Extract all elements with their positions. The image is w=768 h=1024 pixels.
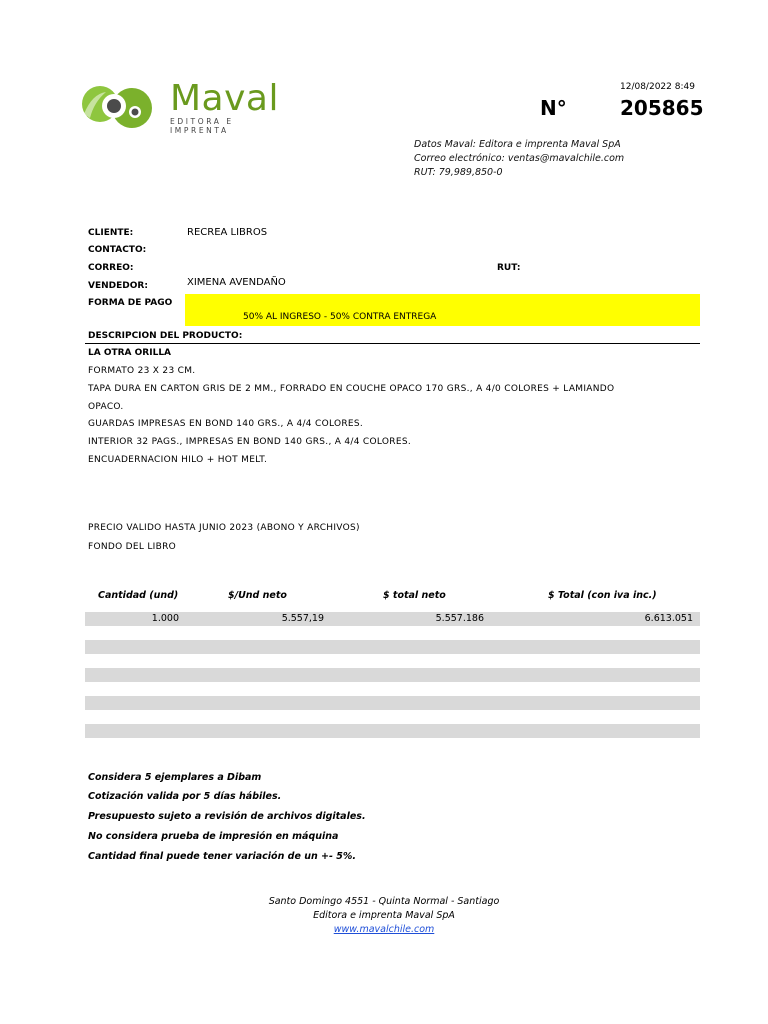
vendedor-label: VENDEDOR: xyxy=(88,281,148,291)
validity-text: PRECIO VALIDO HASTA JUNIO 2023 (ABONO Y ARCHIVOS) xyxy=(88,523,360,533)
table-row-empty xyxy=(85,696,700,710)
vendedor-value: XIMENA AVENDAÑO xyxy=(187,277,286,288)
forma-pago-highlight xyxy=(185,294,700,326)
logo-wordmark: Maval xyxy=(170,78,279,119)
section-divider xyxy=(85,343,700,344)
note-item: Cantidad final puede tener variación de un +- 5%. xyxy=(88,851,356,862)
cell-total-neto: 5.557.186 xyxy=(435,613,484,624)
table-row-empty xyxy=(85,640,700,654)
footer-company: Editora e imprenta Maval SpA xyxy=(313,910,455,921)
product-line: TAPA DURA EN CARTON GRIS DE 2 MM., FORRADO EN COUCHE OPACO 170 GRS., A 4/0 COLORES + LAMIANDO xyxy=(88,384,615,394)
cell-cantidad: 1.000 xyxy=(151,613,179,624)
website-link[interactable]: www.mavalchile.com xyxy=(333,924,435,935)
table-row xyxy=(85,612,700,626)
logo-tagline: EDITORA E IMPRENTA xyxy=(170,117,234,135)
correo-label: CORREO: xyxy=(88,263,134,273)
quote-datetime: 12/08/2022 8:49 xyxy=(620,82,695,92)
fund-text: FONDO DEL LIBRO xyxy=(88,542,177,552)
product-line: OPACO. xyxy=(88,402,124,412)
col-header-total-neto: $ total neto xyxy=(383,590,446,601)
table-row-empty xyxy=(85,668,700,682)
company-email-line: Correo electrónico: ventas@mavalchile.com xyxy=(414,153,625,164)
col-header-total-iva: $ Total (con iva inc.) xyxy=(548,590,657,601)
company-info-line: Datos Maval: Editora e imprenta Maval SpA xyxy=(414,139,621,150)
note-item: Considera 5 ejemplares a Dibam xyxy=(88,772,262,783)
footer-address: Santo Domingo 4551 - Quinta Normal - Santiago xyxy=(268,896,500,907)
cliente-label: CLIENTE: xyxy=(88,228,134,238)
footer-website-wrap xyxy=(0,924,768,935)
descripcion-heading: DESCRIPCION DEL PRODUCTO: xyxy=(88,331,243,341)
product-title: LA OTRA ORILLA xyxy=(88,348,172,358)
cell-unit-price: 5.557,19 xyxy=(281,613,324,624)
table-row-empty xyxy=(85,724,700,738)
forma-pago-value: 50% AL INGRESO - 50% CONTRA ENTREGA xyxy=(243,312,437,322)
contacto-label: CONTACTO: xyxy=(88,245,147,255)
col-header-cantidad: Cantidad (und) xyxy=(98,590,179,601)
maval-logo xyxy=(80,78,290,135)
forma-pago-label: FORMA DE PAGO xyxy=(88,298,173,308)
col-header-unit-price: $/Und neto xyxy=(228,590,287,601)
cliente-value: RECREA LIBROS xyxy=(187,227,268,238)
product-line: ENCUADERNACION HILO + HOT MELT. xyxy=(88,455,268,465)
company-rut-line: RUT: 79,989,850-0 xyxy=(414,167,503,178)
cell-total-iva: 6.613.051 xyxy=(644,613,693,624)
quote-number-label: N° xyxy=(540,96,567,120)
product-line: FORMATO 23 X 23 CM. xyxy=(88,366,196,376)
product-line: INTERIOR 32 PAGS., IMPRESAS EN BOND 140 GRS., A 4/4 COLORES. xyxy=(88,437,411,447)
rut-label: RUT: xyxy=(497,263,521,273)
note-item: Cotización valida por 5 días hábiles. xyxy=(88,791,282,802)
product-line: GUARDAS IMPRESAS EN BOND 140 GRS., A 4/4 COLORES. xyxy=(88,419,364,429)
logo-mark-icon xyxy=(80,84,168,130)
quote-number: 205865 xyxy=(620,96,704,120)
note-item: No considera prueba de impresión en máquina xyxy=(88,831,339,842)
note-item: Presupuesto sujeto a revisión de archivos digitales. xyxy=(88,811,366,822)
